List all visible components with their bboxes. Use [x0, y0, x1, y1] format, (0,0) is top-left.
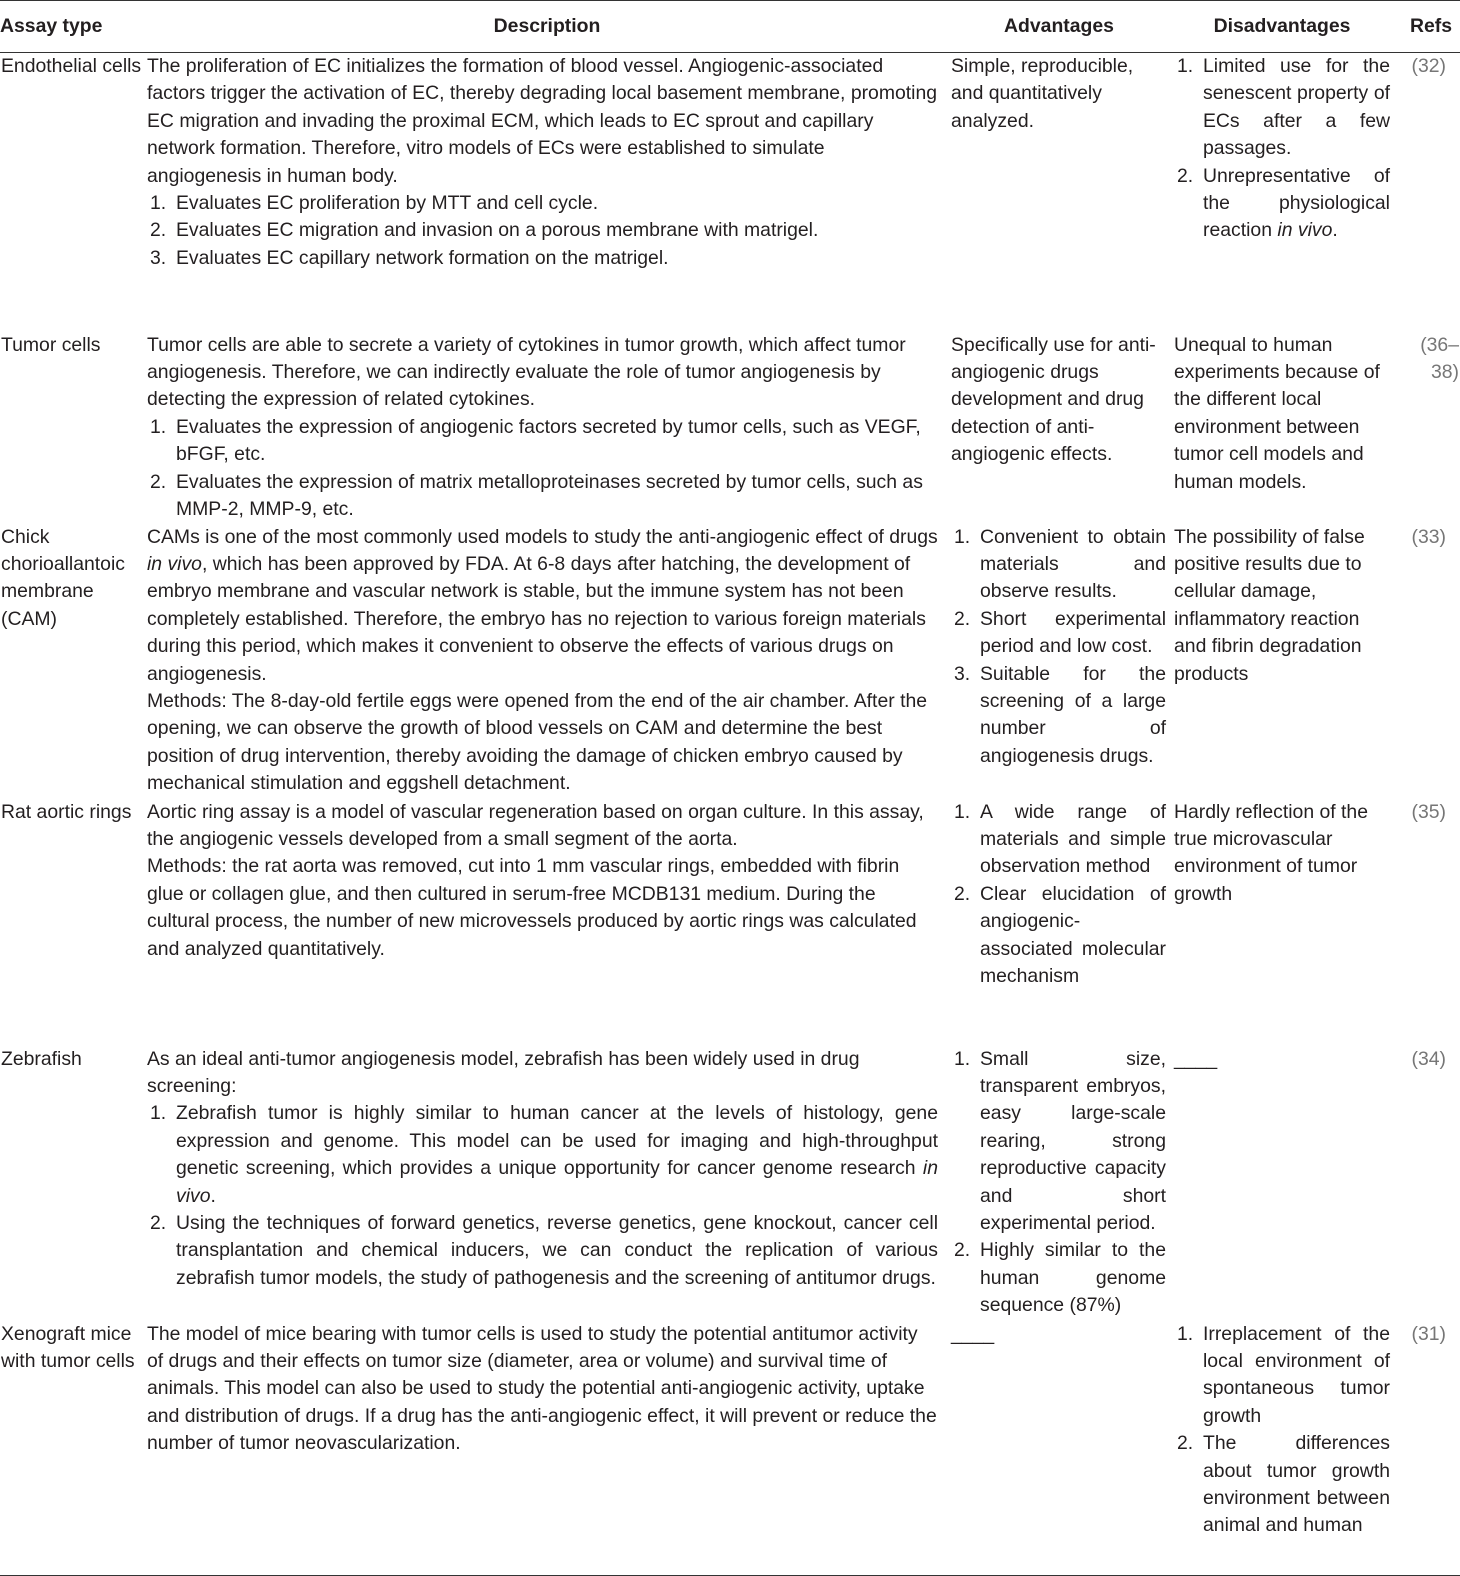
list-item: 1. A wide range of materials and simple observation method [954, 800, 1166, 878]
disadvantages-cell: Unequal to human experiments because of the different local environment between tumor cell models and human models. [1174, 333, 1380, 493]
description-cell [146, 799, 948, 1046]
assay-type-cell: Xenograft mice with tumor cells [0, 1321, 146, 1576]
ref-link[interactable]: (32) [1411, 55, 1446, 77]
description-intro: Aortic ring assay is a model of vascular regeneration based on organ culture. In this assay, the angiogenic vessels developed from a small segment of the aorta. [147, 800, 924, 850]
description-intro: As an ideal anti-tumor angiogenesis model, zebrafish has been widely used in drug screening: [147, 1047, 860, 1097]
advantages-cell: Specifically use for anti-angiogenic drugs development and drug detection of anti-angiogenic effects. [951, 333, 1156, 466]
description-intro: The proliferation of EC initializes the formation of blood vessel. Angiogenic-associated factors trigger the activation of EC, thereby degrading local basement membrane, promoting EC migration and invading the proximal ECM, which leads to EC sprout and capillary network formation. Therefore, vitro models of ECs were established to simulate angiogenesis in human body. [147, 55, 938, 187]
list-item: 1. Irreplacement of the local environment of spontaneous tumor growth [1177, 1322, 1390, 1427]
list-item: 2. Clear elucidation of angiogenic-associated molecular mechanism [954, 882, 1166, 987]
list-item: 2. Highly similar to the human genome sequence (87%) [954, 1239, 1166, 1317]
description-list [147, 1100, 938, 1292]
table-body [0, 53, 1460, 1576]
ref-link[interactable]: (35) [1411, 800, 1446, 823]
ref-link[interactable]: (33) [1411, 525, 1446, 548]
list-item: 1. Evaluates the expression of angiogenic factors secreted by tumor cells, such as VEGF, bFGF, etc. [150, 415, 921, 466]
ref-link[interactable]: (36–38) [1420, 333, 1459, 383]
assay-type-cell: Rat aortic rings [1, 800, 132, 823]
disadvantages-list [1174, 53, 1390, 245]
list-item: 2. Using the techniques of forward genetics, reverse genetics, gene knockout, cancer cell transplantation and chemical inducers, we can conduct the replication of various zebrafish tumor models, the study of pathogenesis and the screening of antitumor drugs. [150, 1211, 938, 1289]
ref-link[interactable]: (31) [1394, 1321, 1460, 1576]
advantages-cell [948, 1046, 1170, 1321]
list-item: 3. Suitable for the screening of a large number of angiogenesis drugs. [954, 662, 1166, 767]
description-intro: Tumor cells are able to secrete a variety of cytokines in tumor growth, which affect tumor angiogenesis. Therefore, we can indirectly evaluate the role of tumor angiogenesis by detecting the expression of related cytokines. [147, 333, 906, 411]
header-advantages: Advantages [948, 1, 1170, 53]
list-item: 3. Evaluates EC capillary network formation on the matrigel. [150, 246, 669, 269]
list-item: 2. Evaluates the expression of matrix metalloproteinases secreted by tumor cells, such as MMP-2, MMP-9, etc. [150, 470, 923, 520]
list-item: 1. Zebrafish tumor is highly similar to human cancer at the levels of histology, gene expression and genome. This model can be used for imaging and high-throughput genetic screening, which provides a unique opportunity for cancer genome research in vivo. [150, 1102, 938, 1207]
description-methods: Methods: The 8-day-old fertile eggs were opened from the end of the air chamber. After the opening, we can observe the growth of blood vessels on CAM and determine the best position of drug intervention, thereby avoiding the damage of chicken embryo caused by mechanical stimulation and eggshell detachment. [147, 689, 928, 795]
assay-type-cell: Chick chorioallantoic membrane (CAM) [1, 525, 125, 630]
table-row [0, 1046, 1460, 1321]
description-list [147, 190, 938, 272]
list-item: 2. The differences about tumor growth environment between animal and human [1177, 1432, 1390, 1537]
advantages-list [951, 524, 1166, 771]
assay-type-cell: Zebrafish [1, 1047, 82, 1070]
advantages-list [951, 799, 1166, 991]
header-description: Description [146, 1, 948, 53]
header-disadvantages: Disadvantages [1170, 1, 1394, 53]
advantages-cell [948, 524, 1170, 799]
list-item: 1. Convenient to obtain materials and observe results. [954, 525, 1166, 603]
list-item: 2. Unrepresentative of the physiological reaction in vivo. [1177, 164, 1390, 242]
description-cell [146, 1046, 948, 1321]
description-list [147, 414, 938, 524]
disadvantages-cell: ____ [1174, 1047, 1218, 1070]
disadvantages-cell [1170, 53, 1394, 332]
description-methods: Methods: the rat aorta was removed, cut into 1 mm vascular rings, embedded with fibrin glue or collagen glue, and then cultured in serum-free MCDB131 medium. During the cultural process, the number of new microvessels produced by aortic rings was calculated and analyzed quantitatively. [147, 855, 917, 960]
disadvantages-cell: Hardly reflection of the true microvascular environment of tumor growth [1174, 800, 1369, 905]
description-cell [146, 524, 948, 799]
advantages-cell: Simple, reproducible, and quantitatively analyzed. [951, 55, 1134, 132]
description-cell [146, 332, 948, 524]
header-refs: Refs [1394, 1, 1460, 53]
header-row [0, 1, 1460, 53]
list-item: 1. Limited use for the senescent property of ECs after a few passages. [1177, 55, 1390, 160]
description-intro: CAMs is one of the most commonly used models to study the anti-angiogenic effect of drugs in vivo, which has been approved by FDA. At 6-8 days after hatching, the development of embryo membrane and vascular network is stable, but the immune system has not been completely established. Therefore, the embryo has no rejection to various foreign materials during this period, which makes it convenient to observe the effects of various drugs on angiogenesis. [147, 525, 938, 685]
table-row [0, 1321, 1460, 1576]
list-item: 2. Short experimental period and low cost. [954, 607, 1166, 658]
assay-type-cell: Tumor cells [1, 333, 101, 356]
list-item: 2. Evaluates EC migration and invasion on a porous membrane with matrigel. [150, 219, 819, 242]
table-row [0, 524, 1460, 799]
advantages-cell [948, 799, 1170, 1046]
disadvantages-list [1174, 1321, 1390, 1540]
description-cell: The model of mice bearing with tumor cells is used to study the potential antitumor activity of drugs and their effects on tumor size (diameter, area or volume) and survival time of animals. This model can also be used to study the potential anti-angiogenic activity, uptake and distribution of drugs. If a drug has the anti-angiogenic effect, it will prevent or reduce the number of tumor neovascularization. [146, 1321, 948, 1576]
table-row [0, 799, 1460, 1046]
table-row [0, 332, 1460, 524]
table-header [0, 1, 1460, 53]
ref-link[interactable]: (34) [1411, 1047, 1446, 1070]
header-assay-type: Assay type [0, 1, 146, 53]
disadvantages-cell [1170, 1321, 1394, 1576]
advantages-list [951, 1046, 1166, 1320]
table-row [0, 53, 1460, 332]
list-item: 1. Evaluates EC proliferation by MTT and cell cycle. [150, 192, 599, 215]
advantages-cell: ____ [948, 1321, 1170, 1576]
assay-type-cell: Endothelial cells [1, 55, 142, 77]
disadvantages-cell: The possibility of false positive results due to cellular damage, inflammatory reaction and fibrin degradation products [1174, 525, 1365, 685]
list-item: 1. Small size, transparent embryos, easy large-scale rearing, strong reproductive capacity and short experimental period. [954, 1047, 1166, 1234]
description-cell [146, 53, 948, 332]
